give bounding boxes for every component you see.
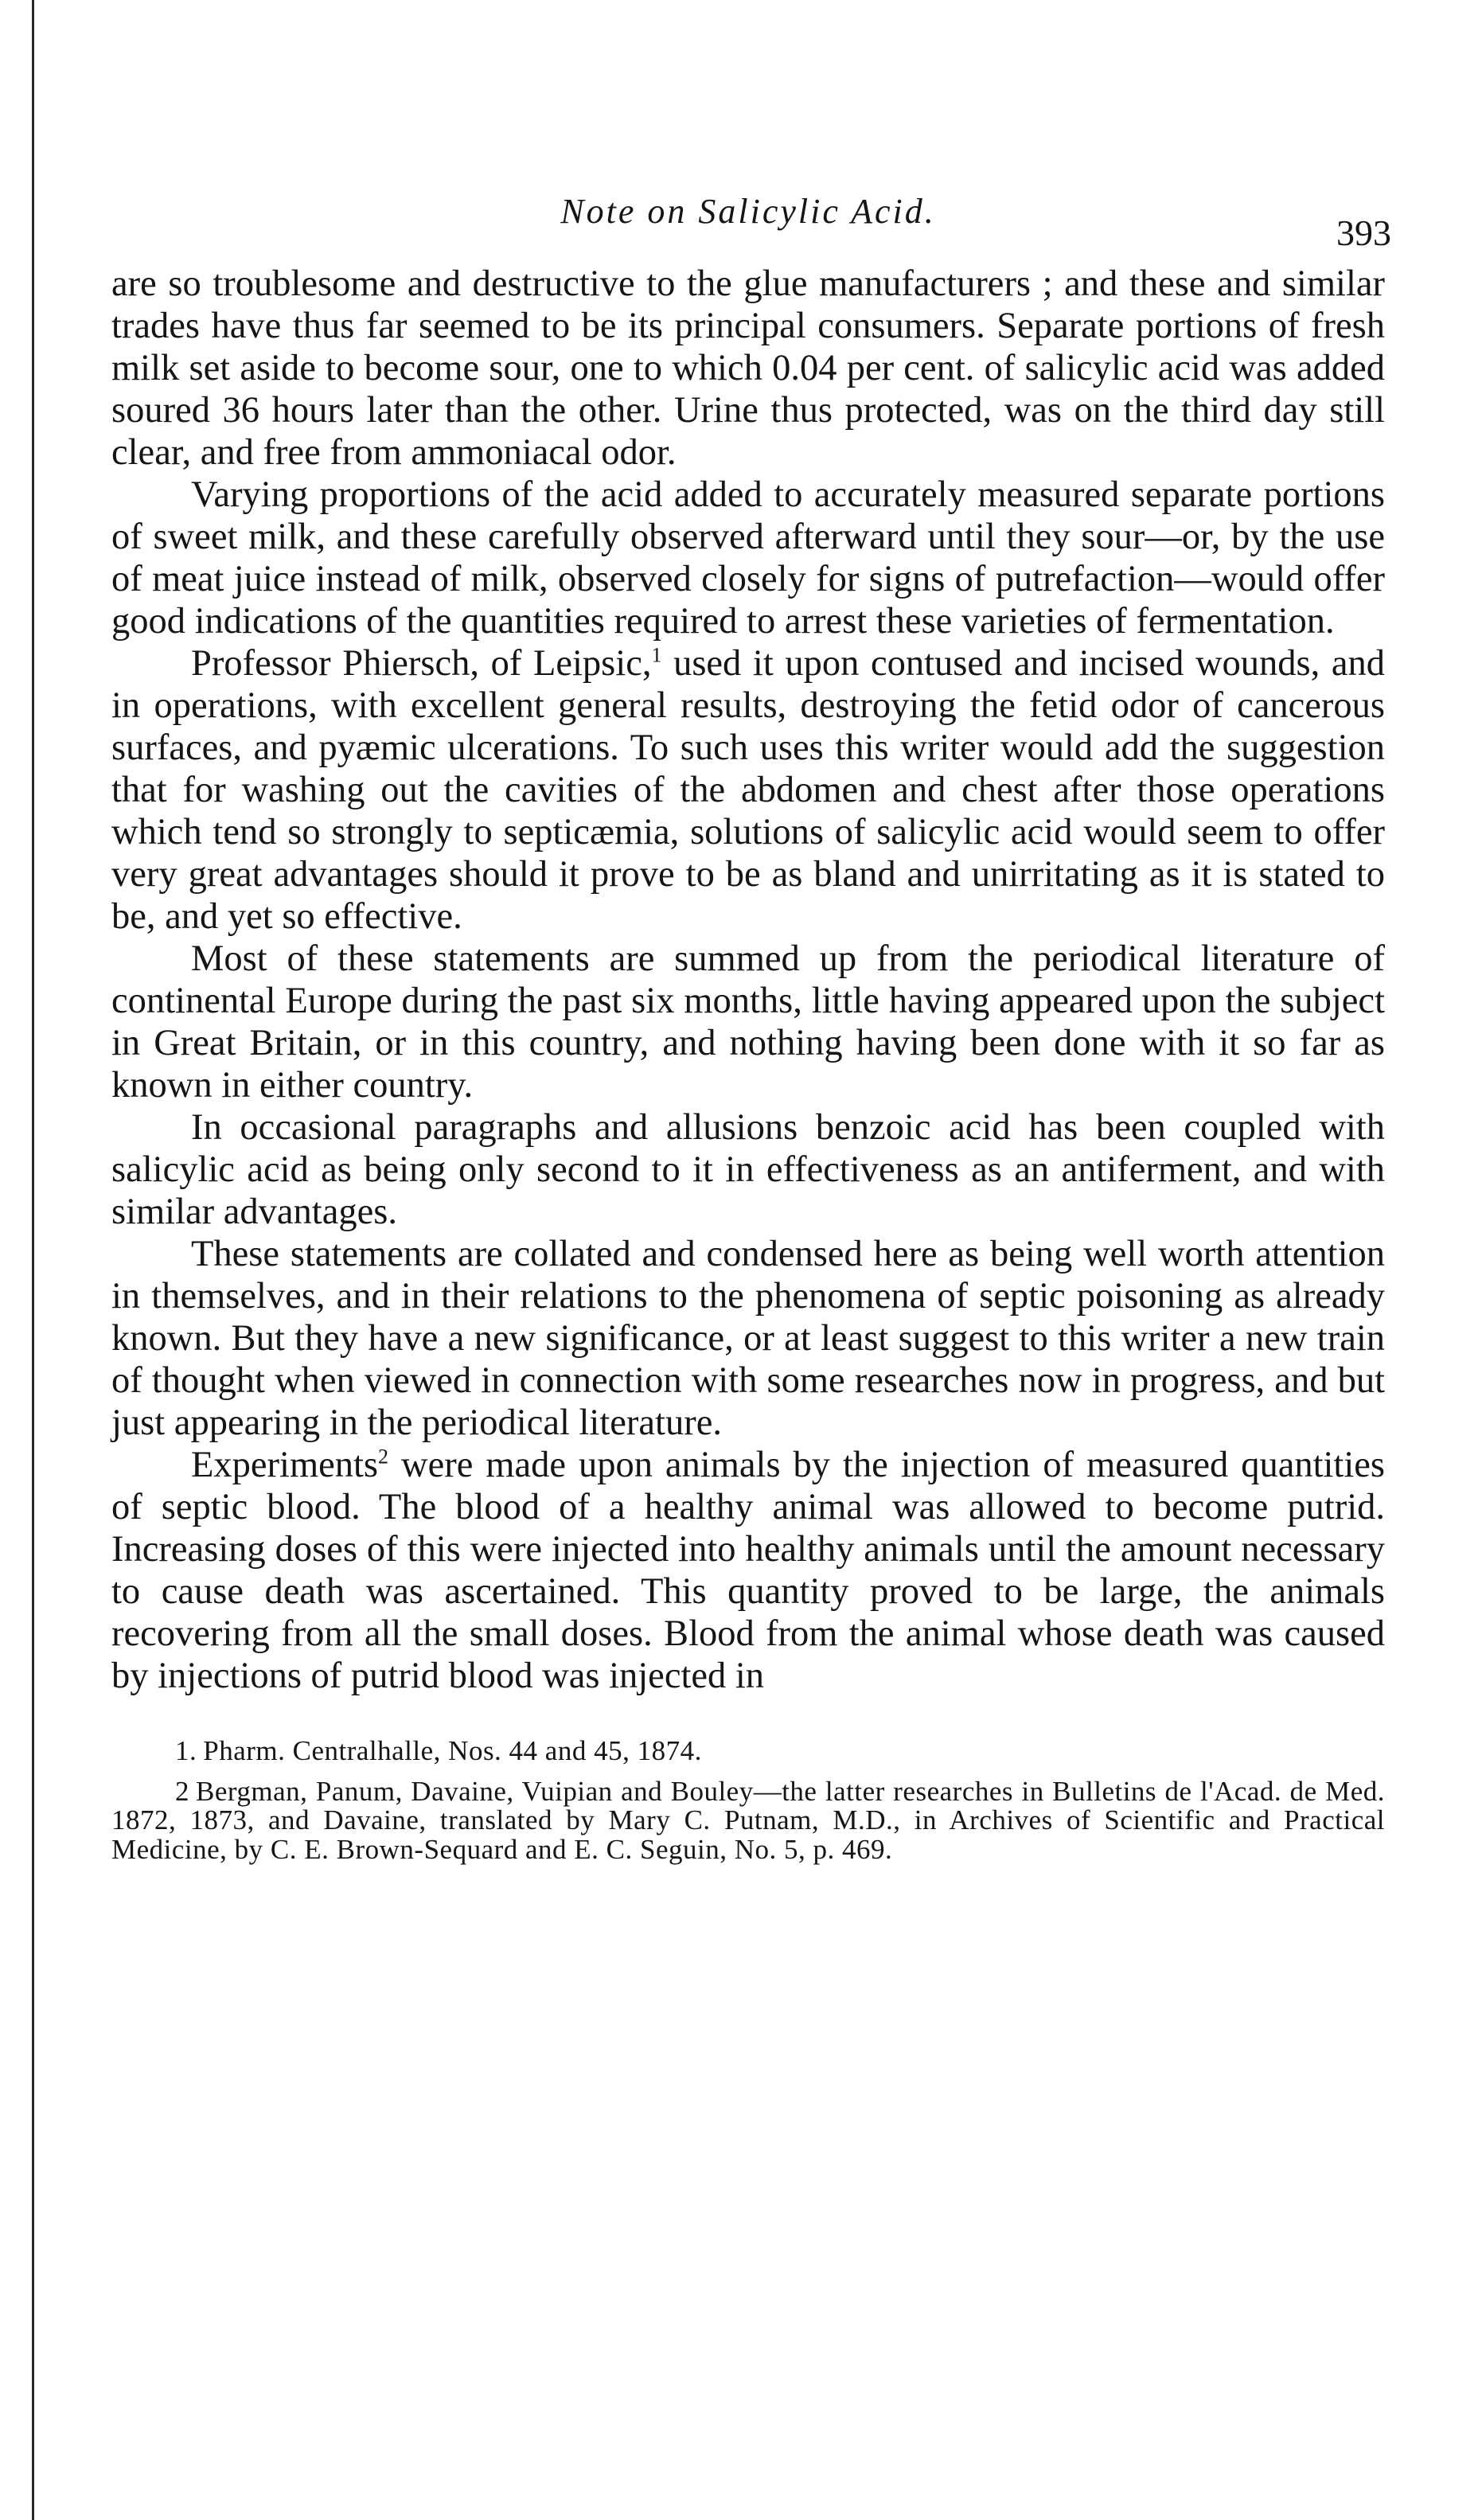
footnote-2-mark: 2 xyxy=(175,1775,189,1807)
footnote-2 xyxy=(111,1777,1385,1865)
page-binding-edge xyxy=(32,0,34,2520)
footnotes xyxy=(111,1737,1385,1864)
paragraph-experiments xyxy=(111,1444,1385,1697)
paragraph-continued: are so troublesome and destructive to the glue manufacturers ; and these and similar trades have thus far seemed to be its principal consumers. Separate portions of fresh milk set aside to become sour, one to which 0.04 per cent. of salicylic acid was added soured 36 hours later than the other. Urine thus protected, was on the third day still clear, and free from ammoniacal odor. xyxy=(111,263,1385,473)
paragraph-benzoic-acid: In occasional paragraphs and allusions benzoic acid has been coupled with salicylic acid as being only second to it in effectiveness as an antiferment, and with similar advantages. xyxy=(111,1107,1385,1232)
footnote-1-mark: 1. xyxy=(175,1735,197,1766)
footnote-ref-1: 1 xyxy=(651,643,662,667)
book-page xyxy=(111,191,1391,1875)
running-title: Note on Salicylic Acid. xyxy=(560,192,936,231)
footnote-1 xyxy=(111,1737,1385,1766)
page-number: 393 xyxy=(1336,213,1391,253)
paragraph-statements-collated: These statements are collated and condensed here as being well worth attention in themselves, and in their relations to the phenomena of septic poisoning as already known. But they have a new significance, or at least suggest to this writer a new train of thought when viewed in connection with some researches now in progress, and but just appearing in the periodical literature. xyxy=(111,1234,1385,1443)
footnote-1-text: Pharm. Centralhalle, Nos. 44 and 45, 1874. xyxy=(203,1735,702,1766)
paragraph-text-lead: Professor Phiersch, of Leipsic, xyxy=(191,643,652,684)
paragraph-text-rest: were made upon animals by the injection of measured quantities of septic blood. The blood of a healthy animal was allowed to become putrid. Increasing doses of this were injected into healthy animals until the amount necessary to cause death was ascertained. This quantity proved to be large, the animals recovering from all the small doses. Blood from the animal whose death was caused by injections of putrid blood was injected in xyxy=(111,1445,1385,1696)
running-header xyxy=(111,191,1391,263)
paragraph-text-lead: Experiments xyxy=(191,1445,379,1485)
paragraph-varying-proportions: Varying proportions of the acid added to accurately measured separate portions of sweet milk, and these carefully observed afterward until they sour—or, by the use of meat juice instead of milk, observed closely for signs of putrefaction—would offer good indications of the quantities required to arrest these varieties of fermentation. xyxy=(111,474,1385,642)
footnote-ref-2: 2 xyxy=(378,1445,389,1469)
paragraph-text-rest: used it upon contused and incised wounds, and in operations, with excellent general results, destroying the fetid odor of cancerous surfaces, and pyæmic ulcerations. To such uses this writer would add the suggestion that for washing out the cavities of the abdomen and chest after those operations which tend so strongly to septicæmia, solutions of salicylic acid would seem to offer very great advantages should it prove to be as bland and unirritating as it is stated to be, and yet so effective. xyxy=(111,643,1385,937)
footnote-2-text: Bergman, Panum, Davaine, Vuipian and Bouley—the latter researches in Bulletins de l'Acad. de Med. 1872, 1873, and Davaine, translated by Mary C. Putnam, M.D., in Archives of Scientific and Practical Medicine, by C. E. Brown-Sequard and E. C. Seguin, No. 5, p. 469. xyxy=(111,1775,1385,1865)
paragraph-professor-phiersch xyxy=(111,642,1385,938)
body-text xyxy=(111,263,1385,1697)
paragraph-periodical-literature: Most of these statements are summed up from the periodical literature of continental Europe during the past six months, little having appeared upon the subject in Great Britain, or in this country, and nothing having been done with it so far as known in either country. xyxy=(111,938,1385,1106)
